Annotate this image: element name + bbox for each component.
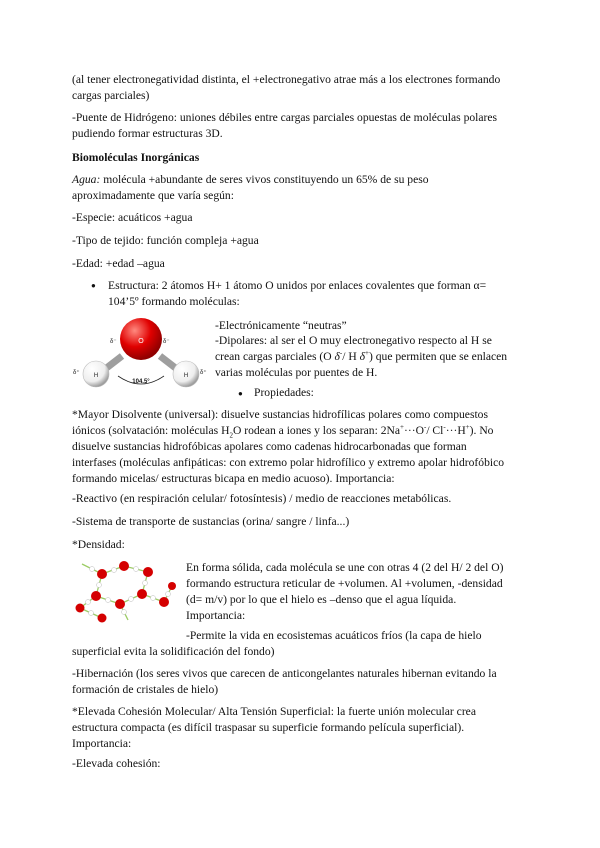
bond-angle-label: 104.5° <box>132 379 150 385</box>
ice-lattice-diagram <box>72 558 180 624</box>
section-title: Biomoléculas Inorgánicas <box>72 151 200 164</box>
edad-line: -Edad: +edad –agua <box>72 257 165 270</box>
propiedades-label: Propiedades: <box>254 386 314 399</box>
cohesion-paragraph: *Elevada Cohesión Molecular/ Alta Tensión Superficial: la fuerte unión molecular crea estructura compacta (es difícil traspasar su superficie formando película superficial). Importancia: <box>72 705 476 750</box>
especie-line: -Especie: acuáticos +agua <box>72 211 193 224</box>
elevada-cohesion-line: -Elevada cohesión: <box>72 757 161 770</box>
hydrogen-label-left: H <box>93 373 99 379</box>
densidad-paragraph: En forma sólida, cada molécula se une con otras 4 (2 del H/ 2 del O) formando estructura reticular de +volumen. Al +volumen, -densidad (d= m/v) por lo que el hielo es –denso que el agua líquida. Importancia: <box>186 561 504 622</box>
delta-minus-left: δ⁻ <box>110 339 117 345</box>
delta-plus-right: δ⁺ <box>200 370 207 376</box>
estructura-paragraph: Estructura: 2 átomos H+ 1 átomo O unidos por enlaces covalentes que forman α= 104’5º formando moléculas: <box>108 279 487 308</box>
agua-label: Agua: <box>72 173 101 186</box>
hibernacion-paragraph: -Hibernación (los seres vivos que carecen de anticongelantes naturales hibernan evitando la formación de cristales de hielo) <box>72 667 497 696</box>
delta-minus-right: δ⁻ <box>163 339 170 345</box>
puente-hidrogeno-paragraph: -Puente de Hidrógeno: uniones débiles entre cargas parciales opuestas de moléculas polares pudiendo formar estructuras 3D. <box>72 111 498 140</box>
tejido-line: -Tipo de tejido: función compleja +agua <box>72 234 259 247</box>
agua-paragraph: Agua: molécula +abundante de seres vivos constituyendo un 65% de su peso aproximadamente que varía según: <box>72 173 429 202</box>
hydrogen-label-right: H <box>183 373 189 379</box>
permite-paragraph: -Permite la vida en ecosistemas acuáticos fríos (la capa de hielo superficial evita la solidificación del fondo) <box>72 629 482 658</box>
densidad-title: *Densidad: <box>72 538 125 551</box>
bullet-icon: ● <box>91 281 96 290</box>
disolvente-paragraph: *Mayor Disolvente (universal): disuelve sustancias hidrofílicas polares como compuestos iónicos (solvatación: moléculas $H_2O$ rodean a iones y los separan: 2Na+···O-/ Cl-···H+). No disuelve sustancias hidrofóbicas apolares como cadenas hidrocarbonadas que forman interfases (moléculas anfipáticas: con extremo polar hidrofílico y extremo apolar hidrofóbico formando micelas/ estructuras bicapa en medio acuoso). Importancia: <box>72 408 505 485</box>
sistema-line: -Sistema de transporte de sustancias (orina/ sangre / linfa...) <box>72 515 350 528</box>
reactivo-line: -Reactivo (en respiración celular/ fotosíntesis) / medio de reacciones metabólicas. <box>72 492 452 505</box>
oxygen-label: O <box>138 338 144 345</box>
bullet-icon: ● <box>238 389 243 398</box>
electronicamente-line: -Electrónicamente “neutras” <box>215 319 347 332</box>
dipolares-paragraph: -Dipolares: al ser el O muy electronegativo respecto al H se crean cargas parciales (O δ-/ H δ+) que permiten que se enlacen varias moléculas por puentes de H. <box>215 334 508 379</box>
water-molecule-diagram <box>72 312 212 398</box>
delta-plus-left: δ⁺ <box>73 370 80 376</box>
intro-paragraph: (al tener electronegatividad distinta, el +electronegativo atrae más a los electrones formando cargas parciales) <box>72 73 501 102</box>
